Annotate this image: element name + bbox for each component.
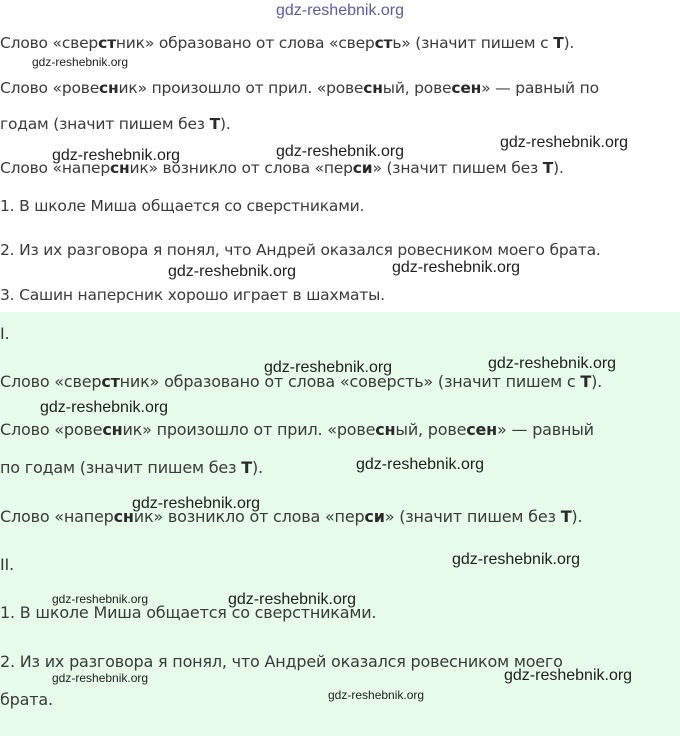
section-numeral-2: II. (0, 555, 14, 574)
watermark: gdz-reshebnik.org (392, 259, 521, 276)
top-explanation-line-1: Слово «сверстник» образовано от слова «сверсть» (значит пишем с Т). (0, 34, 575, 52)
box-explanation-line-1: Слово «сверстник» образовано от слова «соверсть» (значит пишем с Т). (0, 372, 603, 391)
box-sentence-1: 1. В школе Миша общается со сверстниками. (0, 603, 377, 622)
watermark: gdz-reshebnik.org (488, 355, 617, 372)
watermark: gdz-reshebnik.org (52, 671, 149, 685)
box-explanation-line-4: Слово «наперсник» возникло от слова «перси» (значит пишем без Т). (0, 507, 583, 526)
watermark: gdz-reshebnik.org (52, 592, 149, 606)
watermark: gdz-reshebnik.org (228, 591, 357, 608)
watermark: gdz-reshebnik.org (500, 134, 629, 151)
top-sentence-3: 3. Сашин наперсник хорошо играет в шахматы. (0, 286, 385, 304)
top-explanation-line-2: Слово «ровесник» произошло от прил. «ровесный, ровесен» — равный по (0, 79, 599, 97)
box-explanation-line-3: по годам (значит пишем без Т). (0, 458, 263, 477)
section-numeral-1: I. (0, 324, 10, 343)
watermark: gdz-reshebnik.org (276, 143, 405, 160)
watermark: gdz-reshebnik.org (168, 263, 297, 280)
top-explanation-line-3: годам (значит пишем без Т). (0, 115, 231, 133)
watermark: gdz-reshebnik.org (504, 667, 633, 684)
box-sentence-2-part-2: брата. (0, 690, 53, 709)
watermark: gdz-reshebnik.org (32, 55, 129, 69)
top-sentence-2: 2. Из их разговора я понял, что Андрей оказался ровесником моего брата. (0, 241, 601, 259)
watermark: gdz-reshebnik.org (264, 359, 393, 376)
top-sentence-1: 1. В школе Миша общается со сверстниками. (0, 197, 365, 215)
watermark: gdz-reshebnik.org (356, 456, 485, 473)
top-explanation-line-4: Слово «наперсник» возникло от слова «перси» (значит пишем без Т). (0, 159, 564, 177)
watermark: gdz-reshebnik.org (328, 688, 425, 702)
site-watermark-header: gdz-reshebnik.org (275, 2, 405, 19)
watermark: gdz-reshebnik.org (52, 147, 181, 164)
watermark: gdz-reshebnik.org (452, 551, 581, 568)
box-explanation-line-2: Слово «ровесник» произошло от прил. «ровесный, ровесен» — равный (0, 420, 594, 439)
watermark: gdz-reshebnik.org (132, 495, 261, 512)
watermark: gdz-reshebnik.org (40, 399, 169, 416)
box-sentence-2-part-1: 2. Из их разговора я понял, что Андрей оказался ровесником моего (0, 652, 563, 671)
